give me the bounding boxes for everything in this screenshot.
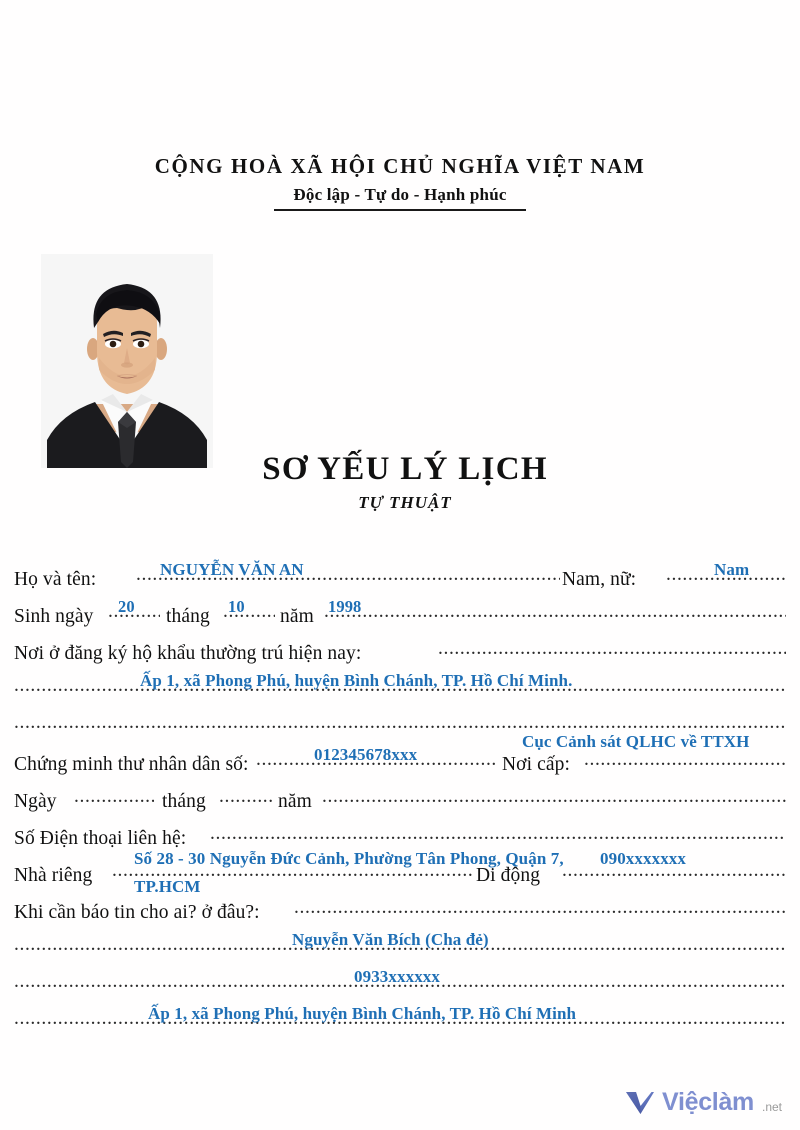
full-name-value[interactable]: NGUYỄN VĂN AN [160,560,304,579]
country-name: CỘNG HOÀ XÃ HỘI CHỦ NGHĨA VIỆT NAM [154,154,646,178]
issue-year-label: năm [278,791,312,812]
home-label: Nhà riêng [14,865,93,886]
phone-leader [210,831,786,845]
issue-day-label: Ngày [14,791,57,812]
row-full-name [14,556,786,593]
national-header [0,155,800,211]
logo-wordmark: Việclàm [662,1088,754,1116]
residence-value[interactable]: Ấp 1, xã Phong Phú, huyện Bình Chánh, TP. Hồ Chí Minh. [140,671,573,690]
emergency-phone[interactable]: 0933xxxxxx [354,967,440,986]
gender-value[interactable]: Nam [714,560,750,579]
logo-tld: .net [761,1100,782,1114]
gender-label: Nam, nữ: [562,569,637,590]
birth-year-label: năm [280,606,314,627]
mobile-value[interactable]: 090xxxxxxx [600,849,686,868]
emergency-name[interactable]: Nguyễn Văn Bích (Cha đẻ) [292,930,489,949]
form-body [14,556,786,1037]
emergency-address[interactable]: Ấp 1, xã Phong Phú, huyện Bình Chánh, TP. Hồ Chí Minh [148,1004,577,1023]
row-emergency-address [14,1000,786,1037]
issue-month-label: tháng [162,791,206,812]
id-place-leader [584,757,786,771]
page-title: SƠ YẾU LÝ LỊCH [262,451,548,487]
mobile-label: Di động [476,865,541,886]
emergency-leader-1 [294,905,786,919]
vieclam-logo[interactable] [625,1088,782,1117]
document-title-block [230,452,580,513]
page-subtitle: TỰ THUẬT [358,492,452,512]
row-emergency-label [14,889,786,926]
home-value-line2[interactable]: TP.HCM [134,877,201,896]
birth-month-value[interactable]: 10 [228,597,245,616]
issue-year-leader [322,794,786,808]
check-v-icon [625,1090,655,1116]
birth-month-label: tháng [166,606,210,627]
row-date-of-birth [14,593,786,630]
home-value-line1[interactable]: Số 28 - 30 Nguyễn Đức Cảnh, Phường Tân Phong, Quận 7, [134,849,564,868]
row-emergency-phone [14,963,786,1000]
phone-label: Số Điện thoại liên hệ: [14,828,187,849]
issue-day-leader [74,794,154,808]
birth-day-value[interactable]: 20 [118,597,135,616]
id-label: Chứng minh thư nhân dân số: [14,754,249,775]
row-issue-date [14,778,786,815]
row-residence-value [14,667,786,704]
row-emergency-name [14,926,786,963]
residence-label: Nơi ở đăng ký hộ khẩu thường trú hiện nay: [14,643,362,664]
row-residence-label [14,630,786,667]
birth-day-label: Sinh ngày [14,606,94,627]
portrait-photo [41,254,213,468]
birth-year-leader [324,609,786,623]
full-name-label: Họ và tên: [14,569,97,590]
portrait-photo-graphic [41,254,213,468]
residence-leader-1 [438,646,786,660]
row-phone-label [14,815,786,852]
mobile-leader [562,868,786,882]
header-divider [274,209,526,211]
issue-month-leader [219,794,273,808]
emergency-label: Khi cần báo tin cho ai? ở đâu?: [14,902,260,923]
row-home-mobile [14,849,786,896]
id-value[interactable]: 012345678xxx [314,745,418,764]
row-national-id [14,732,786,778]
id-place-value[interactable]: Cục Cảnh sát QLHC về TTXH [522,732,750,751]
national-motto: Độc lập - Tự do - Hạnh phúc [293,185,507,205]
birth-year-value[interactable]: 1998 [328,597,362,616]
id-place-label: Nơi cấp: [502,754,570,775]
